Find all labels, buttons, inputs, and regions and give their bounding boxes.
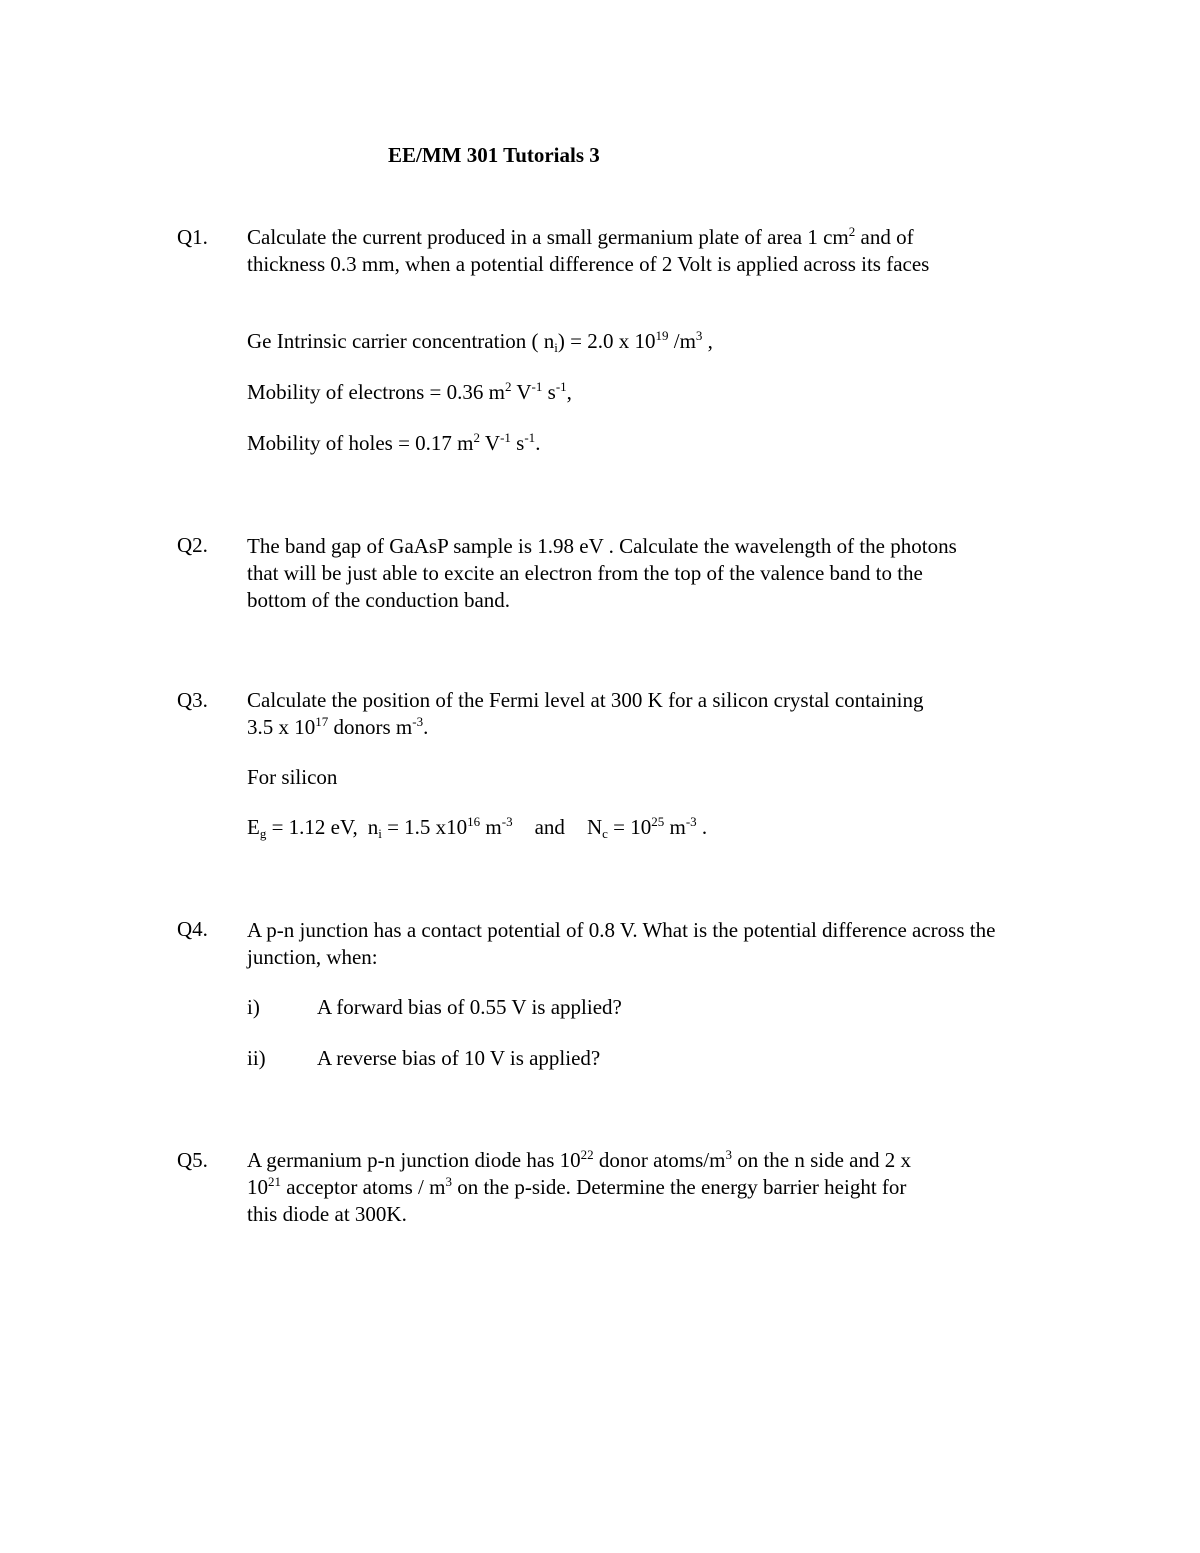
q1-text-line2: thickness 0.3 mm, when a potential difference of 2 Volt is applied across its faces [247,252,930,276]
q4-text: A p-n junction has a contact potential of 0.8 V. What is the potential difference across the junction, when: [247,918,996,969]
question-number-q5: Q5. [177,1148,208,1172]
q1-text-line1: Calculate the current produced in a small germanium plate of area 1 $cm^2$ and of [247,224,914,249]
q4-item-text-i: A forward bias of 0.55 V is applied? [317,995,622,1019]
q2-text: The band gap of GaAsP sample is 1.98 eV . Calculate the wavelength of the photons that will be just able to excite an electron from the top of the valence band to the bottom of the conduction band. [247,534,957,612]
q3-silicon-constants: $E_g = 1.12$ eV, $n_i = 1.5$ $x10^{16}$ $m^{-3}$ and $N_c = 10^{25}$ $m^{-3}$ . [247,814,708,841]
question-number-q4: Q4. [177,917,208,941]
q3-text-line2: 3.5 x $10^{17}$ donors $m^{-3}$. [247,714,429,739]
q1-intrinsic-concentration: Ge Intrinsic carrier concentration ( $n_i) = 2.0$ x $10^{19}$ $/m^3$ , [247,328,713,355]
question-number-q3: Q3. [177,688,208,712]
q4-item-label-i: i) [247,995,260,1019]
q3-text-line1: Calculate the position of the Fermi level at 300 K for a silicon crystal containing [247,688,924,712]
q5-text-line2: $10^{21}$ acceptor atoms / $m^3$ on the p-side. Determine the energy barrier height for [247,1174,907,1199]
document-title: EE/MM 301 Tutorials 3 [388,143,600,167]
q1-hole-mobility: Mobility of holes = 0.17 $m^2$ $V^{-1}$ $s^{-1}$. [247,430,541,455]
question-number-q2: Q2. [177,533,208,557]
q1-electron-mobility: Mobility of electrons = 0.36 $m^2$ $V^{-1}$ $s^{-1}$, [247,379,572,404]
q3-for-silicon: For silicon [247,765,338,789]
q5-text-line1: A germanium p-n junction diode has $10^{22}$ donor atoms/$m^3$ on the n side and 2 x [247,1147,912,1172]
q5-text-line3: this diode at 300K. [247,1202,407,1226]
question-number-q1: Q1. [177,225,208,249]
q4-item-text-ii: A reverse bias of 10 V is applied? [317,1046,601,1070]
q4-item-label-ii: ii) [247,1046,266,1070]
